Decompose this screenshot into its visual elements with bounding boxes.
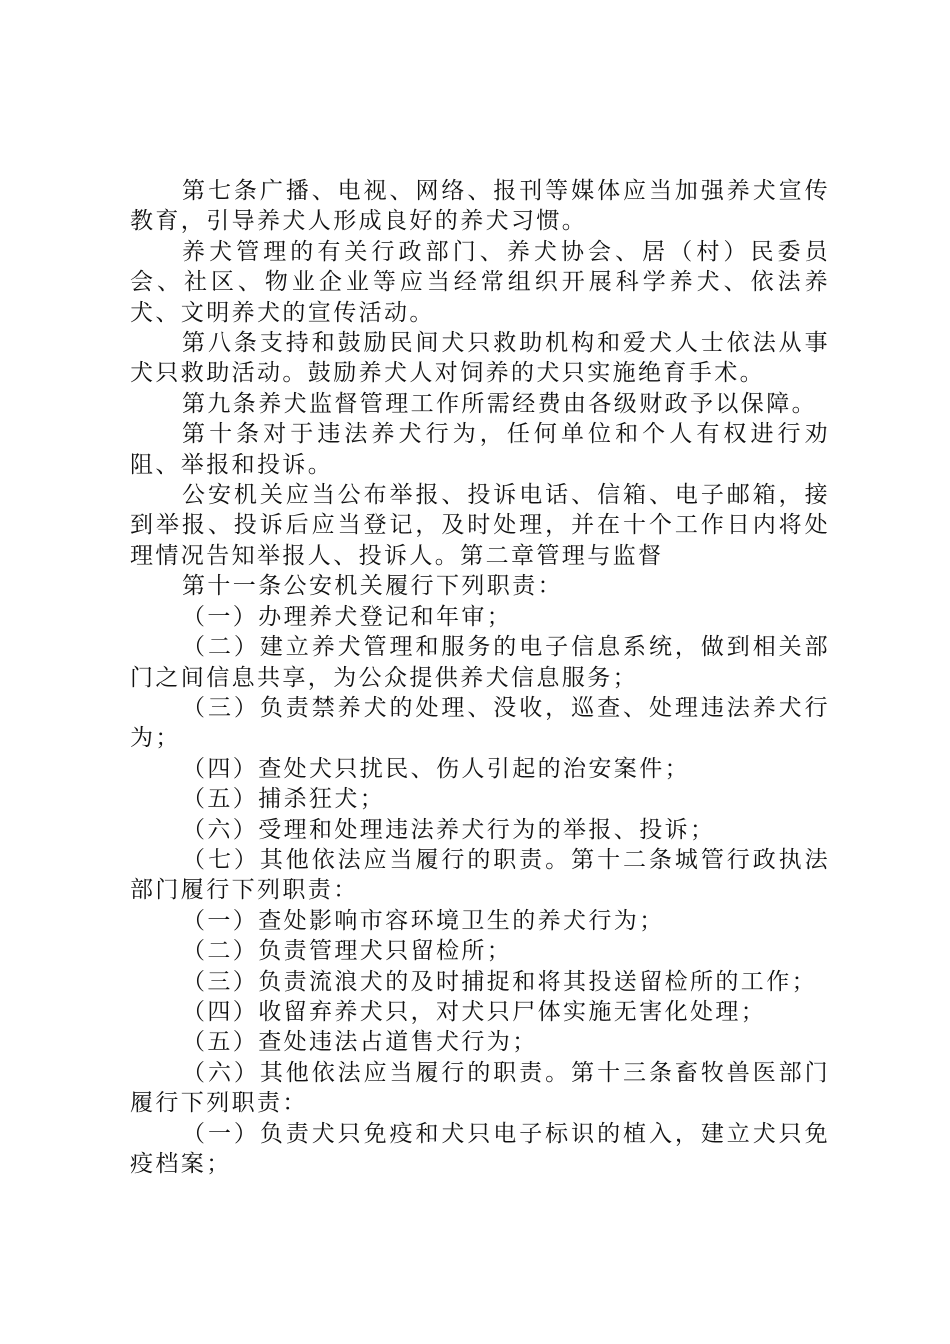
paragraph-article-10-cont: 公安机关应当公布举报、投诉电话、信箱、电子邮箱，接到举报、投诉后应当登记，及时处理，并在十个工作日内将处理情况告知举报人、投诉人。第二章管理与监督 [130,482,830,569]
list-item: （四）收留弃养犬只，对犬只尸体实施无害化处理； [182,998,767,1025]
list-item: （一）办理养犬登记和年审； [182,603,513,630]
list-item: （五）捕杀狂犬； [182,786,386,813]
paragraph-article-7: 第七条广播、电视、网络、报刊等媒体应当加强养犬宣传教育，引导养犬人形成良好的养犬习惯。 [130,178,830,235]
list-item: （一）查处影响市容环境卫生的养犬行为； [182,907,665,934]
paragraph-article-7-cont: 养犬管理的有关行政部门、养犬协会、居（村）民委员会、社区、物业企业等应当经常组织开展科学养犬、依法养犬、文明养犬的宣传活动。 [130,238,830,326]
paragraph-article-8: 第八条支持和鼓励民间犬只救助机构和爱犬人士依法从事犬只救助活动。鼓励养犬人对饲养的犬只实施绝育手术。 [130,330,830,387]
list-item: （四）查处犬只扰民、伤人引起的治安案件； [182,755,690,782]
document-body [130,176,830,1179]
paragraph-article-9: 第九条养犬监督管理工作所需经费由各级财政予以保障。 [182,390,817,417]
list-item: （六）受理和处理违法养犬行为的举报、投诉； [182,816,716,843]
list-item: （一）负责犬只免疫和犬只电子标识的植入，建立犬只免疫档案； [130,1120,830,1177]
paragraph-article-11: 第十一条公安机关履行下列职责： [182,573,563,600]
list-item: （六）其他依法应当履行的职责。第十三条畜牧兽医部门履行下列职责： [130,1059,830,1117]
list-item: （二）建立养犬管理和服务的电子信息系统，做到相关部门之间信息共享，为公众提供养犬信息服务； [130,634,830,691]
list-item: （三）负责流浪犬的及时捕捉和将其投送留检所的工作； [182,968,817,995]
list-item: （三）负责禁养犬的处理、没收，巡查、处理违法养犬行为； [130,694,830,752]
list-item: （七）其他依法应当履行的职责。第十二条城管行政执法部门履行下列职责： [130,846,830,904]
list-item: （五）查处违法占道售犬行为； [182,1029,538,1056]
list-item: （二）负责管理犬只留检所； [182,938,513,965]
paragraph-article-10: 第十条对于违法养犬行为，任何单位和个人有权进行劝阻、举报和投诉。 [130,421,830,478]
